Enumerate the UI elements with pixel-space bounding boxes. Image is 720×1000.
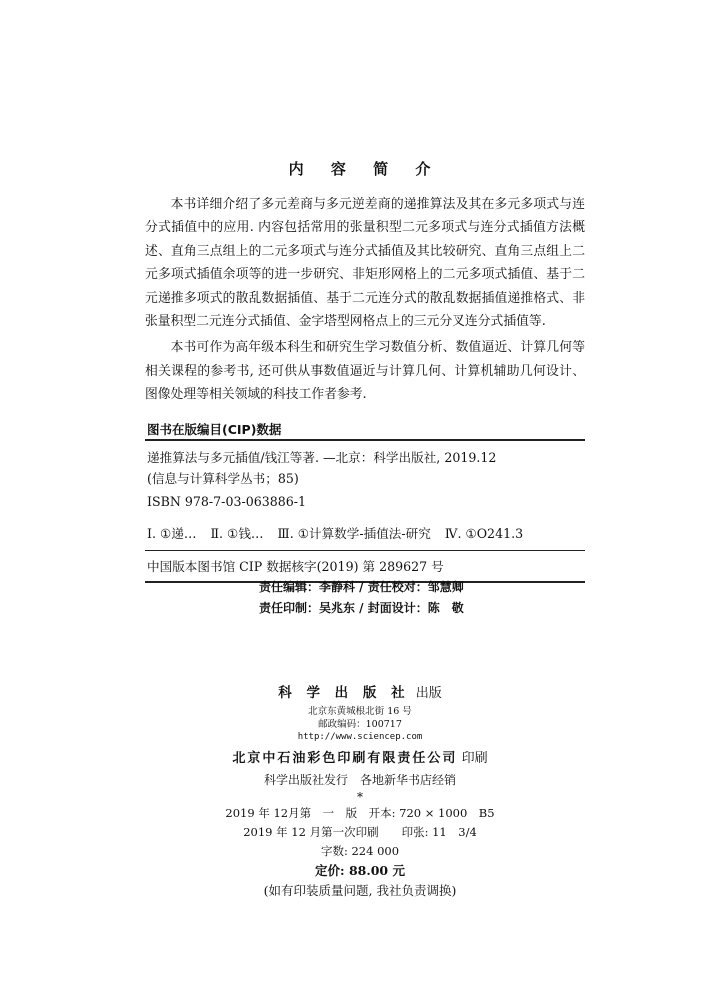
publisher-address: 北京东黄城根北街 16 号 bbox=[308, 706, 412, 717]
publish-suffix: 出版 bbox=[415, 686, 442, 701]
print-suffix: 印刷 bbox=[461, 751, 488, 766]
printer-name: 北京中石油彩色印刷有限责任公司 bbox=[232, 751, 458, 766]
cip-record-line: 中国版本图书馆 CIP 数据核字(2019) 第 289627 号 bbox=[147, 559, 444, 574]
publisher-postcode: 邮政编码：100717 bbox=[318, 719, 402, 730]
editorial-staff bbox=[259, 577, 464, 619]
cip-class-1: Ⅰ. ①递… bbox=[147, 526, 197, 541]
quality-note: (如有印装质量问题, 我社负责调换) bbox=[263, 883, 457, 898]
price-line: 定价: 88.00 元 bbox=[315, 863, 405, 878]
cip-class-3: Ⅲ. ①计算数学-插值法-研究 bbox=[277, 526, 431, 541]
cip-isbn-line: ISBN 978-7-03-063886-1 bbox=[147, 494, 307, 509]
cip-title-line: 递推算法与多元插值/钱江等著. —北京：科学出版社, 2019.12 bbox=[147, 450, 497, 465]
intro-paragraph-1: 本书详细介绍了多元差商与多元逆差商的递推算法及其在多元多项式与连分式插值中的应用. 内容包括常用的张量积型二元多项式与连分式插值方法概述、直角三点组上的二元多项式与连分式插值及其比较研究、直角三点组上二元多项式插值余项等的进一步研究、非矩形网格上的二元多项式插值、基于二元递推多项式的散乱数据插值、基于二元连分式的散乱数据插值递推格式、非张量积型二元连分式插值、金字塔型网格点上的三元分叉连分式插值等. bbox=[145, 197, 585, 330]
distribution-line: 科学出版社发行 各地新华书店经销 bbox=[263, 773, 456, 787]
cip-data-block bbox=[145, 420, 585, 583]
cip-series-line: (信息与计算科学丛书；85) bbox=[147, 471, 299, 486]
staff-line-2: 责任印制：吴兆东 / 封面设计：陈 敬 bbox=[259, 601, 464, 615]
wordcount-line: 字数: 224 000 bbox=[320, 844, 400, 858]
intro-paragraph-2: 本书可作为高年级本科生和研究生学习数值分析、数值逼近、计算几何等相关课程的参考书, 还可供从事数值逼近与计算几何、计算机辅助几何设计、图像处理等相关领域的科技工作者参考. bbox=[145, 340, 585, 403]
publisher-line bbox=[180, 682, 540, 705]
publisher-logo: 科 学 出 版 社 bbox=[278, 685, 410, 701]
printing-line: 2019 年 12 月第一次印刷 印张: 11 3/4 bbox=[243, 825, 477, 839]
intro-title: 内 容 简 介 bbox=[288, 160, 442, 178]
cip-classification-line bbox=[145, 522, 585, 545]
staff-line-1: 责任编辑：李静科 / 责任校对：邹慧卿 bbox=[259, 580, 464, 594]
imprint-block bbox=[180, 682, 540, 901]
cip-heading: 图书在版编目(CIP)数据 bbox=[147, 422, 282, 437]
edition-line: 2019 年 12月第 一 版 开本: 720 × 1000 B5 bbox=[225, 806, 495, 820]
publisher-website: http://www.sciencep.com bbox=[297, 732, 423, 742]
cip-class-4: Ⅳ. ①O241.3 bbox=[444, 526, 524, 541]
cip-class-2: Ⅱ. ①钱… bbox=[210, 526, 264, 541]
separator-star: * bbox=[357, 790, 363, 804]
printer-line bbox=[180, 748, 540, 770]
book-introduction bbox=[145, 158, 585, 409]
